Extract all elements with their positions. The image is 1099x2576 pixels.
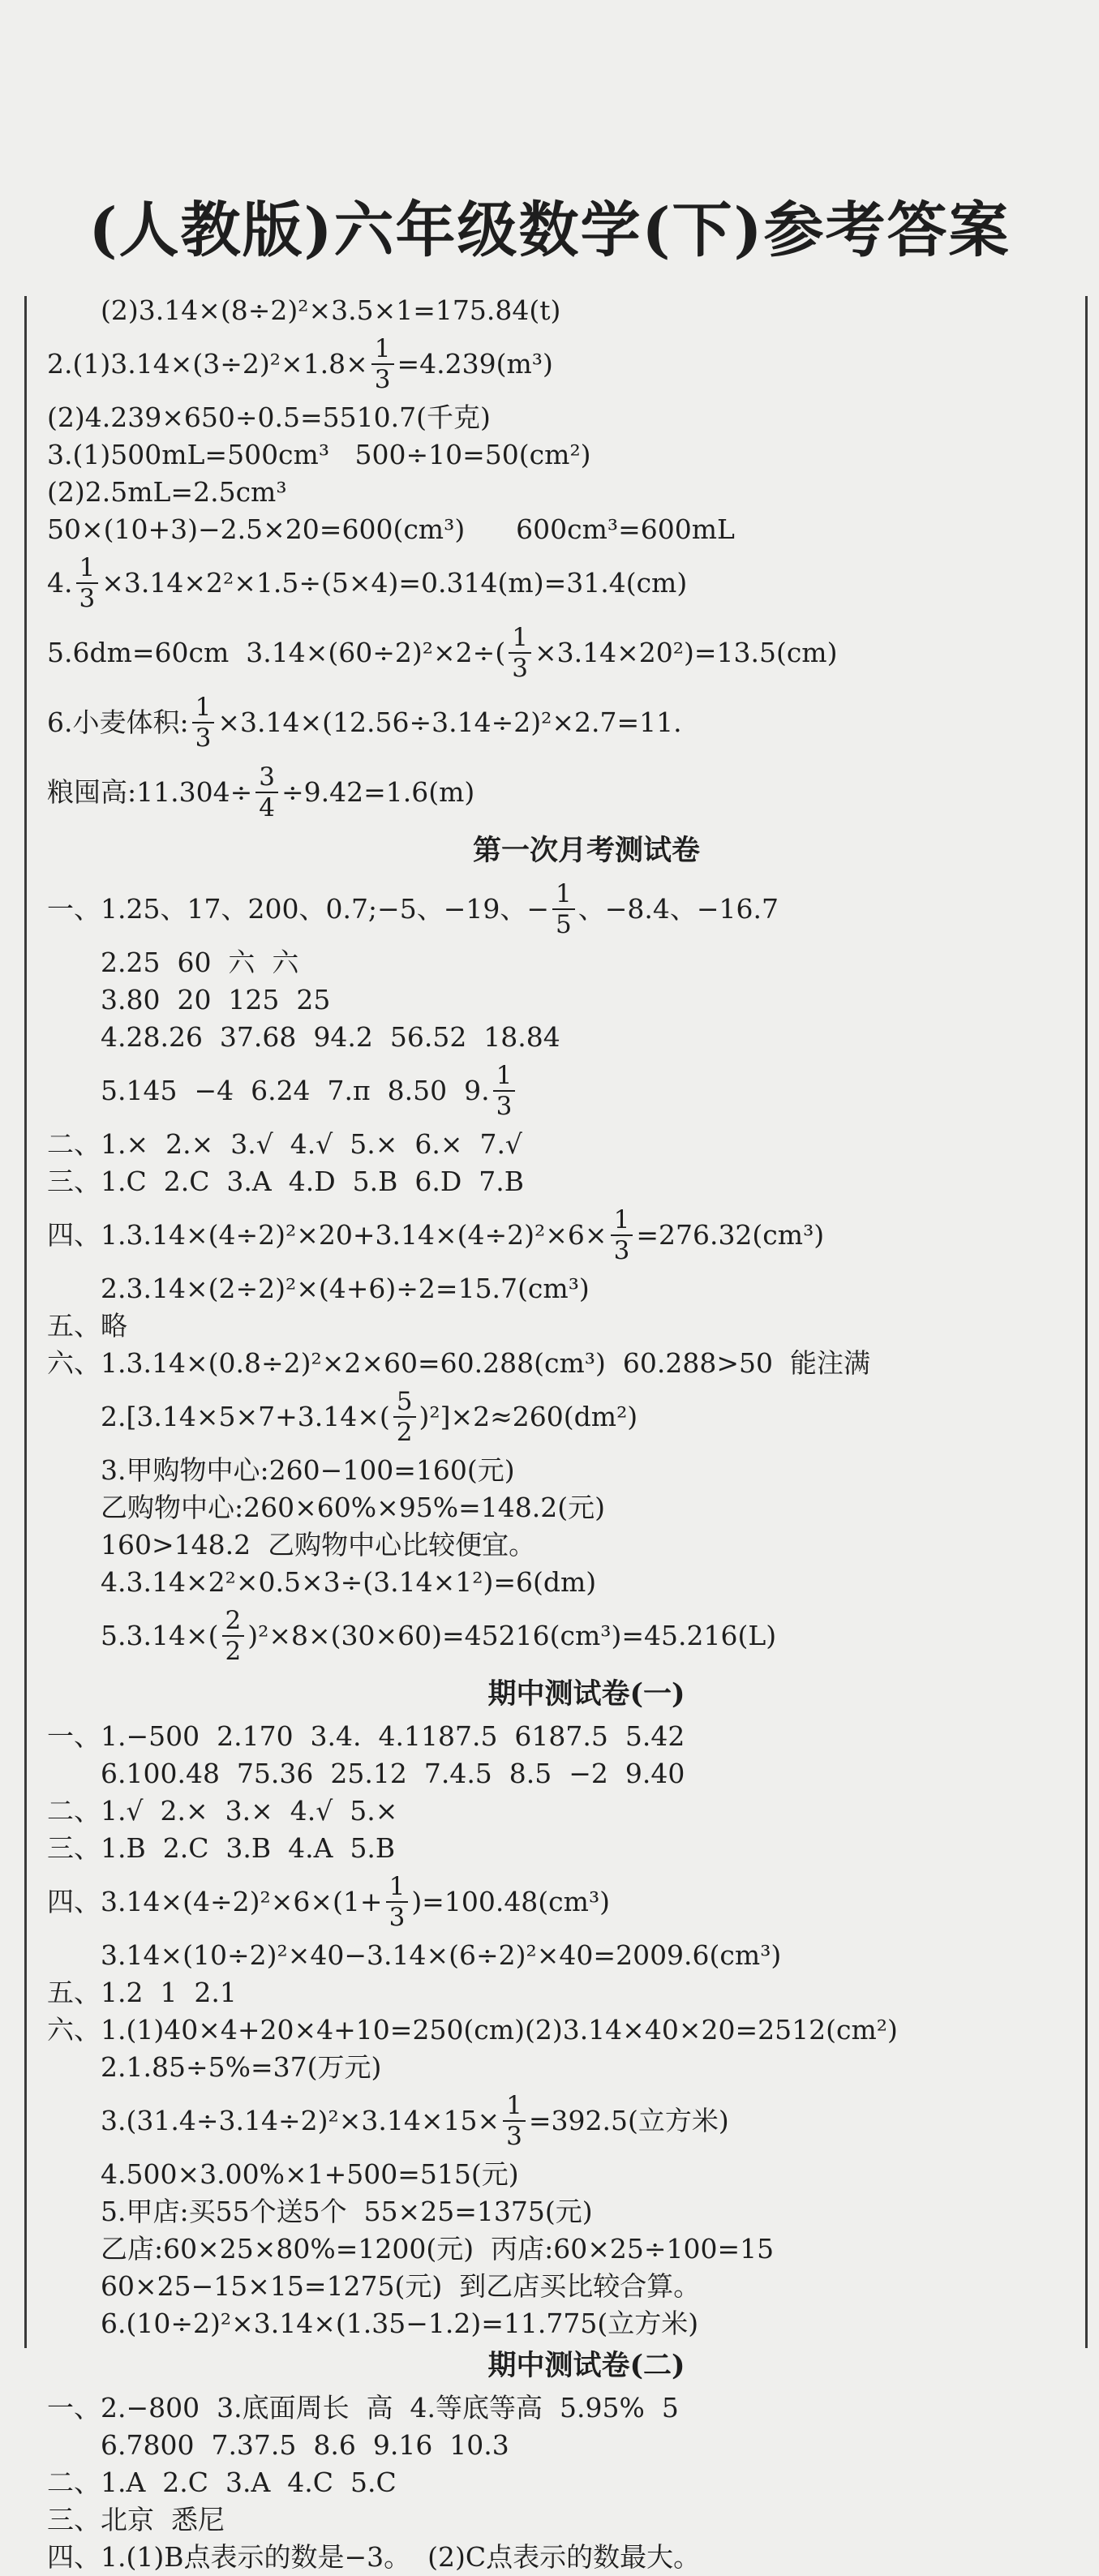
- answer-line: 3.甲购物中心:260−100=160(元): [101, 1454, 515, 1486]
- answer-line: [47, 758, 1077, 827]
- numerator: 1: [371, 334, 394, 365]
- expr-text: 四、3.14×(4÷2)²×6×(1+: [47, 1886, 383, 1917]
- expr-text: =4.239(m³): [397, 348, 553, 380]
- fraction: [611, 1205, 633, 1265]
- answer-line: 二、1.√ 2.× 3.× 4.√ 5.×: [47, 1795, 398, 1827]
- section-title: 期中测试卷(二): [487, 2349, 685, 2382]
- answer-line: [47, 1200, 1077, 1270]
- expr-text: 5.3.14×(: [101, 1620, 219, 1651]
- expr-text: )²]×2≈260(dm²): [419, 1401, 638, 1432]
- expr-text: 5.145 −4 6.24 7.π 8.50 9.: [101, 1075, 490, 1106]
- answer-line: 六、1.3.14×(0.8÷2)²×2×60=60.288(cm³) 60.288>50 能注满: [47, 1347, 870, 1379]
- left-margin-rule: [24, 296, 27, 2348]
- answer-line: 6.7800 7.37.5 8.6 9.16 10.3: [101, 2429, 509, 2461]
- answer-line: [47, 548, 1077, 618]
- numerator: 1: [493, 1061, 516, 1092]
- numerator: 1: [386, 1872, 409, 1903]
- expr-text: 2.[3.14×5×7+3.14×(: [101, 1401, 390, 1432]
- numerator: 3: [255, 762, 278, 793]
- expr-text: =276.32(cm³): [636, 1219, 825, 1251]
- fraction: [76, 553, 99, 613]
- answer-line: [47, 2086, 1077, 2156]
- numerator: 1: [611, 1205, 633, 1236]
- expr-text: ×3.14×20²)=13.5(cm): [534, 637, 838, 668]
- denominator: 5: [556, 910, 572, 939]
- answer-line: 5.甲店:买55个送5个 55×25=1375(元): [101, 2196, 593, 2227]
- fraction: [393, 1387, 416, 1447]
- expr-text: 2.(1)3.14×(3÷2)²×1.8×: [47, 348, 368, 380]
- answer-line: 6.(10÷2)²×3.14×(1.35−1.2)=11.775(立方米): [101, 2308, 699, 2339]
- denominator: 3: [506, 2122, 522, 2151]
- answer-line: 2.1.85÷5%=37(万元): [101, 2051, 382, 2083]
- numerator: 2: [222, 1606, 245, 1637]
- answer-line: 2.3.14×(2÷2)²×(4+6)÷2=15.7(cm³): [101, 1273, 590, 1304]
- fraction: [255, 762, 278, 822]
- answer-line: 五、略: [47, 1310, 127, 1342]
- answer-line: 六、1.(1)40×4+20×4+10=250(cm)(2)3.14×40×20=2512(cm²): [47, 2014, 898, 2046]
- answer-line: [47, 329, 1077, 399]
- fraction: [371, 334, 394, 394]
- answer-line: 一、2.−800 3.底面周长 高 4.等底等高 5.95% 5: [47, 2392, 679, 2424]
- denominator: 2: [396, 1418, 413, 1447]
- answer-line: [47, 1056, 1077, 1126]
- answer-line: [47, 688, 1077, 758]
- expr-text: 一、1.25、17、200、0.7;−5、−19、−: [47, 893, 549, 925]
- answer-line: (2)3.14×(8÷2)²×3.5×1=175.84(t): [101, 294, 561, 326]
- expr-text: ÷9.42=1.6(m): [281, 776, 475, 808]
- answer-line: 乙店:60×25×80%=1200(元) 丙店:60×25÷100=15: [101, 2233, 775, 2265]
- expr-text: 四、1.3.14×(4÷2)²×20+3.14×(4÷2)²×6×: [47, 1219, 607, 1251]
- expr-text: 粮囤高:11.304÷: [47, 776, 253, 808]
- answer-line: 乙购物中心:260×60%×95%=148.2(元): [101, 1492, 605, 1523]
- denominator: 3: [389, 1903, 406, 1932]
- answer-line: 二、1.A 2.C 3.A 4.C 5.C: [47, 2467, 397, 2498]
- fraction: [552, 879, 575, 939]
- expr-text: 4.: [47, 567, 73, 599]
- fraction: [386, 1872, 409, 1932]
- answer-line: [47, 618, 1077, 688]
- expr-text: )=100.48(cm³): [411, 1886, 611, 1917]
- expr-text: =392.5(立方米): [528, 2105, 729, 2136]
- answer-line: 四、1.(1)B点表示的数是−3。 (2)C点表示的数最大。: [47, 2541, 701, 2573]
- expr-text: 3.(31.4÷3.14÷2)²×3.14×15×: [101, 2105, 500, 2136]
- answer-line: 160>148.2 乙购物中心比较便宜。: [101, 1529, 536, 1561]
- answer-line: 二、1.× 2.× 3.√ 4.√ 5.× 6.× 7.√: [47, 1128, 522, 1160]
- section-title: 第一次月考测试卷: [472, 834, 700, 867]
- expr-text: )²×8×(30×60)=45216(cm³)=45.216(L): [247, 1620, 777, 1651]
- answer-line: 三、北京 悉尼: [47, 2504, 225, 2535]
- answer-line: (2)2.5mL=2.5cm³: [47, 476, 287, 508]
- page-title: (人教版)六年级数学(下)参考答案: [88, 195, 1011, 265]
- expr-text: 、−8.4、−16.7: [577, 893, 779, 925]
- answer-line: (2)4.239×650÷0.5=5510.7(千克): [47, 401, 491, 433]
- denominator: 3: [512, 654, 528, 683]
- fraction: [222, 1606, 245, 1666]
- answer-line: 三、1.C 2.C 3.A 4.D 5.B 6.D 7.B: [47, 1166, 525, 1197]
- expr-text: 5.6dm=60cm 3.14×(60÷2)²×2÷(: [47, 637, 506, 668]
- answer-line: [47, 1867, 1077, 1937]
- section-title: 期中测试卷(一): [487, 1677, 685, 1711]
- answer-line: 60×25−15×15=1275(元) 到乙店买比较合算。: [101, 2270, 701, 2302]
- denominator: 3: [374, 365, 391, 394]
- expr-text: 6.小麦体积:: [47, 706, 189, 738]
- answer-line: 三、1.B 2.C 3.B 4.A 5.B: [47, 1832, 396, 1864]
- denominator: 2: [225, 1637, 242, 1666]
- numerator: 1: [192, 693, 215, 723]
- denominator: 3: [496, 1092, 513, 1121]
- answer-line: [47, 1382, 1077, 1452]
- denominator: 3: [79, 584, 96, 613]
- fraction: [192, 693, 215, 753]
- numerator: 5: [393, 1387, 416, 1418]
- answer-line: [47, 1601, 1077, 1671]
- answer-line: 4.3.14×2²×0.5×3÷(3.14×1²)=6(dm): [101, 1566, 597, 1598]
- expr-text: ×3.14×(12.56÷3.14÷2)²×2.7=11.: [217, 706, 682, 738]
- answer-line: 6.100.48 75.36 25.12 7.4.5 8.5 −2 9.40: [101, 1758, 685, 1789]
- answer-line: 4.28.26 37.68 94.2 56.52 18.84: [101, 1021, 560, 1053]
- fraction: [503, 2091, 526, 2151]
- answer-line: 五、1.2 1 2.1: [47, 1977, 237, 2008]
- numerator: 1: [503, 2091, 526, 2122]
- answer-content: [47, 292, 1077, 2576]
- answer-line: 2.25 60 六 六: [101, 947, 299, 978]
- numerator: 1: [76, 553, 99, 584]
- answer-line: 一、1.−500 2.170 3.4. 4.1187.5 6187.5 5.42: [47, 1720, 685, 1752]
- numerator: 1: [509, 623, 531, 654]
- right-margin-rule: [1085, 296, 1088, 2348]
- answer-line: 3.(1)500mL=500cm³ 500÷10=50(cm²): [47, 439, 591, 470]
- denominator: 4: [259, 793, 275, 822]
- denominator: 3: [195, 723, 212, 753]
- fraction: [509, 623, 531, 683]
- answer-line: 50×(10+3)−2.5×20=600(cm³) 600cm³=600mL: [47, 513, 735, 545]
- answer-line: 4.500×3.00%×1+500=515(元): [101, 2158, 519, 2190]
- answer-line: [47, 874, 1077, 944]
- denominator: 3: [613, 1236, 630, 1265]
- fraction: [493, 1061, 516, 1121]
- answer-line: 3.14×(10÷2)²×40−3.14×(6÷2)²×40=2009.6(cm³): [101, 1939, 782, 1971]
- expr-text: ×3.14×2²×1.5÷(5×4)=0.314(m)=31.4(cm): [101, 567, 688, 599]
- answer-line: 3.80 20 125 25: [101, 984, 331, 1015]
- numerator: 1: [552, 879, 575, 910]
